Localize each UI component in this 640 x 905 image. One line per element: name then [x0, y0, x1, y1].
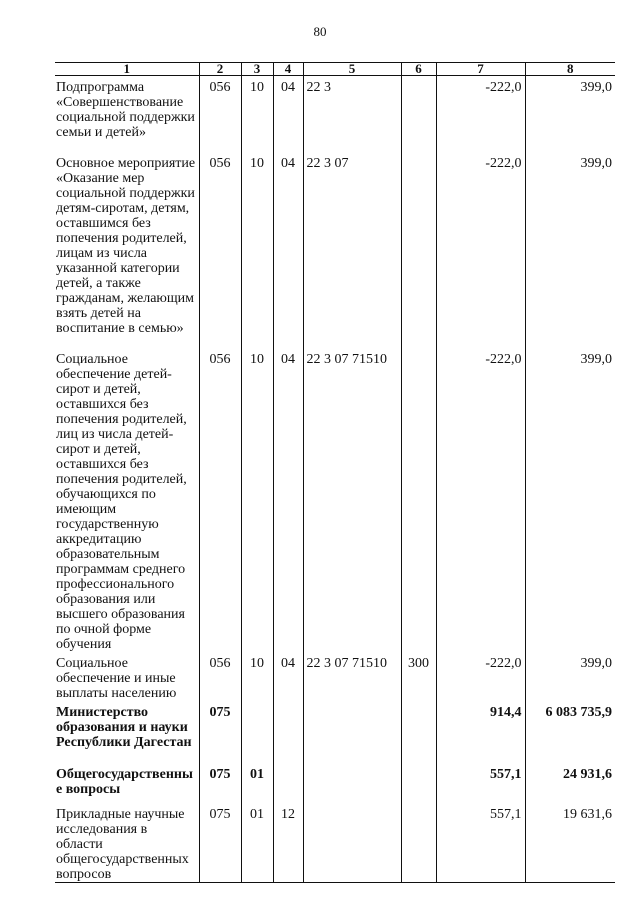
table-header: [55, 63, 615, 76]
row-ministry-code: 075: [199, 763, 241, 803]
row-name-cell: Основное мероприятие «Оказание мер социальной поддержки детям-сиротам, детям, оставшимся без попечения родителей, лицам из числа указанной категории детей, а также гражданам, желающим взять детей на воспитание в семью»: [56, 155, 196, 336]
row-ministry-code: 056: [199, 76, 241, 152]
row-total-amount: 6 083 735,9: [525, 701, 615, 763]
table-row: [55, 348, 615, 652]
row-total-amount: 24 931,6: [525, 763, 615, 803]
col-name-header: 1: [55, 63, 199, 76]
row-expense-type: [401, 803, 436, 883]
table-row: [55, 152, 615, 348]
row-section-code: [241, 701, 273, 763]
row-name-cell: Министерство образования и науки Республики Дагестан: [56, 704, 192, 750]
page-number: 80: [313, 24, 327, 39]
row-subsection-code: 12: [273, 803, 303, 883]
row-expense-type: [401, 348, 436, 652]
row-change-amount: -222,0: [436, 348, 525, 652]
row-subsection-code: [273, 701, 303, 763]
row-target-article: 22 3 07 71510: [303, 652, 401, 701]
row-total-amount: 399,0: [525, 348, 615, 652]
row-name-cell: Подпрограмма «Совершенствование социальной поддержки семьи и детей»: [56, 80, 195, 140]
table-body: [55, 76, 615, 883]
table-row: [55, 763, 615, 803]
row-total-amount: 399,0: [525, 76, 615, 152]
row-total-amount: 19 631,6: [525, 803, 615, 883]
row-change-amount: -222,0: [436, 152, 525, 348]
row-change-amount: -222,0: [436, 76, 525, 152]
row-subsection-code: 04: [273, 152, 303, 348]
row-name-cell: Социальное обеспечение детей-сирот и детей, оставшихся без попечения родителей, лиц из числа детей-сирот и детей, оставшихся без попечения родителей, обучающихся по имеющим государственную аккредитацию образовательным программам среднего профессионального образования или высшего образования по очной форме обучения: [56, 351, 187, 652]
col-expense-type-header: 6: [401, 63, 436, 76]
row-subsection-code: 04: [273, 652, 303, 701]
row-target-article: [303, 701, 401, 763]
row-section-code: 01: [241, 803, 273, 883]
row-change-amount: 557,1: [436, 763, 525, 803]
row-change-amount: -222,0: [436, 652, 525, 701]
row-expense-type: [401, 701, 436, 763]
header-row: [55, 63, 615, 76]
table-row: [55, 76, 615, 152]
row-name-cell: Прикладные научные исследования в области общегосударственных вопросов: [55, 803, 199, 883]
row-subsection-code: 04: [273, 348, 303, 652]
table-row: [55, 701, 615, 763]
row-target-article: 22 3: [303, 76, 401, 152]
table-row: [55, 803, 615, 883]
col-ministry-header: 2: [199, 63, 241, 76]
row-target-article: [303, 803, 401, 883]
budget-table: [55, 62, 615, 883]
col-change-header: 7: [436, 63, 525, 76]
row-expense-type: [401, 152, 436, 348]
col-section-header: 3: [241, 63, 273, 76]
row-ministry-code: 075: [199, 701, 241, 763]
col-subsection-header: 4: [273, 63, 303, 76]
row-section-code: 10: [241, 652, 273, 701]
table-row: [55, 652, 615, 701]
row-subsection-code: [273, 763, 303, 803]
col-target-header: 5: [303, 63, 401, 76]
row-ministry-code: 056: [199, 152, 241, 348]
row-ministry-code: 056: [199, 348, 241, 652]
row-ministry-code: 056: [199, 652, 241, 701]
row-total-amount: 399,0: [525, 652, 615, 701]
row-target-article: [303, 763, 401, 803]
row-section-code: 01: [241, 763, 273, 803]
row-change-amount: 557,1: [436, 803, 525, 883]
row-name-cell: Общегосударственные вопросы: [56, 766, 193, 797]
row-target-article: 22 3 07 71510: [303, 348, 401, 652]
row-total-amount: 399,0: [525, 152, 615, 348]
row-expense-type: [401, 76, 436, 152]
row-expense-type: 300: [401, 652, 436, 701]
row-section-code: 10: [241, 76, 273, 152]
row-subsection-code: 04: [273, 76, 303, 152]
row-section-code: 10: [241, 152, 273, 348]
row-ministry-code: 075: [199, 803, 241, 883]
row-section-code: 10: [241, 348, 273, 652]
row-expense-type: [401, 763, 436, 803]
col-total-header: 8: [525, 63, 615, 76]
row-name-cell: Социальное обеспечение и иные выплаты населению: [56, 655, 177, 701]
row-change-amount: 914,4: [436, 701, 525, 763]
row-target-article: 22 3 07: [303, 152, 401, 348]
